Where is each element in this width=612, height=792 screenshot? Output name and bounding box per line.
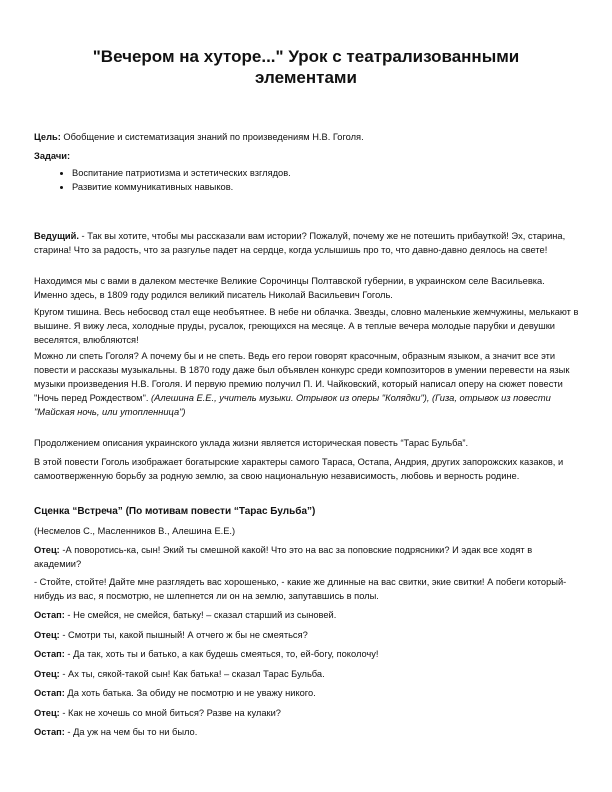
line-text: Да хоть батька. За обиду не посмотрю и не уважу никого. — [64, 688, 316, 698]
paragraph-taras-intro: Продолжением описания украинского уклада жизни является историческая повесть “Тарас Бульба”. — [34, 438, 469, 448]
goal-paragraph — [34, 130, 579, 144]
line-text: - Ах ты, сякой-такой сын! Как батька! – сказал Тарас Бульба. — [59, 669, 325, 679]
speaker-label: Остап: — [34, 610, 65, 620]
line-text: - Да уж на чем бы то ни было. — [64, 727, 198, 737]
paragraph-location: Находимся мы с вами в далеком местечке Великие Сорочинцы Полтавской губернии, в украинском селе Васильевка. Именно здесь, в 1809 году родился великий писатель Николай Васильевич Гоголь. — [34, 276, 545, 300]
tasks-list — [50, 166, 592, 194]
dialogue-line — [34, 575, 579, 603]
speaker-label: Отец: — [34, 708, 60, 718]
line-text: - Смотри ты, какой пышный! А отчего ж бы не смеяться? — [59, 630, 308, 640]
scene-title: Сценка “Встреча” (По мотивам повести “Тарас Бульба”) — [34, 506, 316, 517]
music-note: (Алешина Е.Е., учитель музыки. Отрывок из оперы "Колядки"), (Гиза, отрывок из повести "Майская ночь, или утопленница") — [34, 393, 551, 417]
dialogue-line — [34, 686, 579, 700]
list-item: • Развитие коммуникативных навыков. — [72, 180, 592, 194]
paragraph-silence: Кругом тишина. Весь небосвод стал еще необъятнее. В небе ни облачка. Звезды, словно маленькие жемчужины, мелькают в вышине. Я вижу леса, холодные пруды, русалок, греющихся на месяце. А в теплые вечера молодые парубки и девушки веселятся, влюбляются! — [34, 307, 579, 345]
speaker-label: Отец: — [34, 545, 60, 555]
list-item: • Воспитание патриотизма и эстетических взглядов. — [72, 166, 592, 180]
goal-text: Обобщение и систематизация знаний по произведениям Н.В. Гоголя. — [60, 132, 364, 142]
presenter-paragraph — [34, 229, 579, 257]
dialogue-line — [34, 608, 579, 622]
dialogue-line — [34, 628, 579, 642]
dialogue-line — [34, 706, 579, 720]
dialogue-line — [34, 667, 579, 681]
tasks-heading: Задачи: — [34, 151, 71, 161]
paragraph-taras-description: В этой повести Гоголь изображает богатырские характеры самого Тараса, Остапа, Андрия, других запорожских казаков, и самоотверженную борьбу за родную землю, за свою национальную независимость, любовь и верность родине. — [34, 457, 564, 481]
line-text: - Да так, хоть ты и батько, а как будешь смеяться, то, ей-богу, поколочу! — [64, 649, 379, 659]
goal-label: Цель: — [34, 132, 61, 142]
line-text: - Как не хочешь со мной биться? Разве на кулаки? — [59, 708, 281, 718]
dialogue-line — [34, 543, 579, 571]
line-text: - Не смейся, не смейся, батьку! – сказал старший из сыновей. — [64, 610, 337, 620]
page-title: "Вечером на хуторе..." Урок с театрализованными элементами — [92, 47, 520, 87]
dialogue-line — [34, 725, 579, 739]
speaker-label: Остап: — [34, 688, 65, 698]
speaker-label: Остап: — [34, 649, 65, 659]
speaker-label: Отец: — [34, 669, 60, 679]
scene-authors: (Несмелов С., Масленников В., Алешина Е.Е.) — [34, 526, 236, 536]
line-text: - Стойте, стойте! Дайте мне разглядеть вас хорошенько, - какие же длинные на вас свитки, экие свитки! А побеги который-нибудь из вас, я посмотрю, не шлепнется ли он на землю, запутавшись в полы. — [34, 577, 567, 601]
line-text: -А поворотись-ка, сын! Экий ты смешной какой! Что это на вас за поповские подрясники? И эдак все ходят в академии? — [34, 545, 533, 569]
presenter-label: Ведущий. — [34, 231, 79, 241]
presenter-text: - Так вы хотите, чтобы мы рассказали вам истории? Пожалуй, почему же не потешить прибауткой! Эх, старина, старина! Что за радость, что за разгулье падет на сердце, когда услышишь про то, что давно-давно деялось на свете! — [34, 231, 566, 255]
dialogue-line — [34, 647, 579, 661]
speaker-label: Остап: — [34, 727, 65, 737]
paragraph-music — [34, 349, 579, 419]
music-text: Можно ли спеть Гоголя? А почему бы и не спеть. Ведь его герои говорят красочным, образным языком, а значит все эти повести и рассказы музыкальны. В 1870 году даже был объявлен конкурс среди композиторов в умении перевести на язык музыки произведения Н.В. Гоголя. И первую премию получил П. И. Чайковский, который написал оперу на сюжет повести "Ночь перед Рождеством". — [34, 351, 570, 403]
speaker-label: Отец: — [34, 630, 60, 640]
